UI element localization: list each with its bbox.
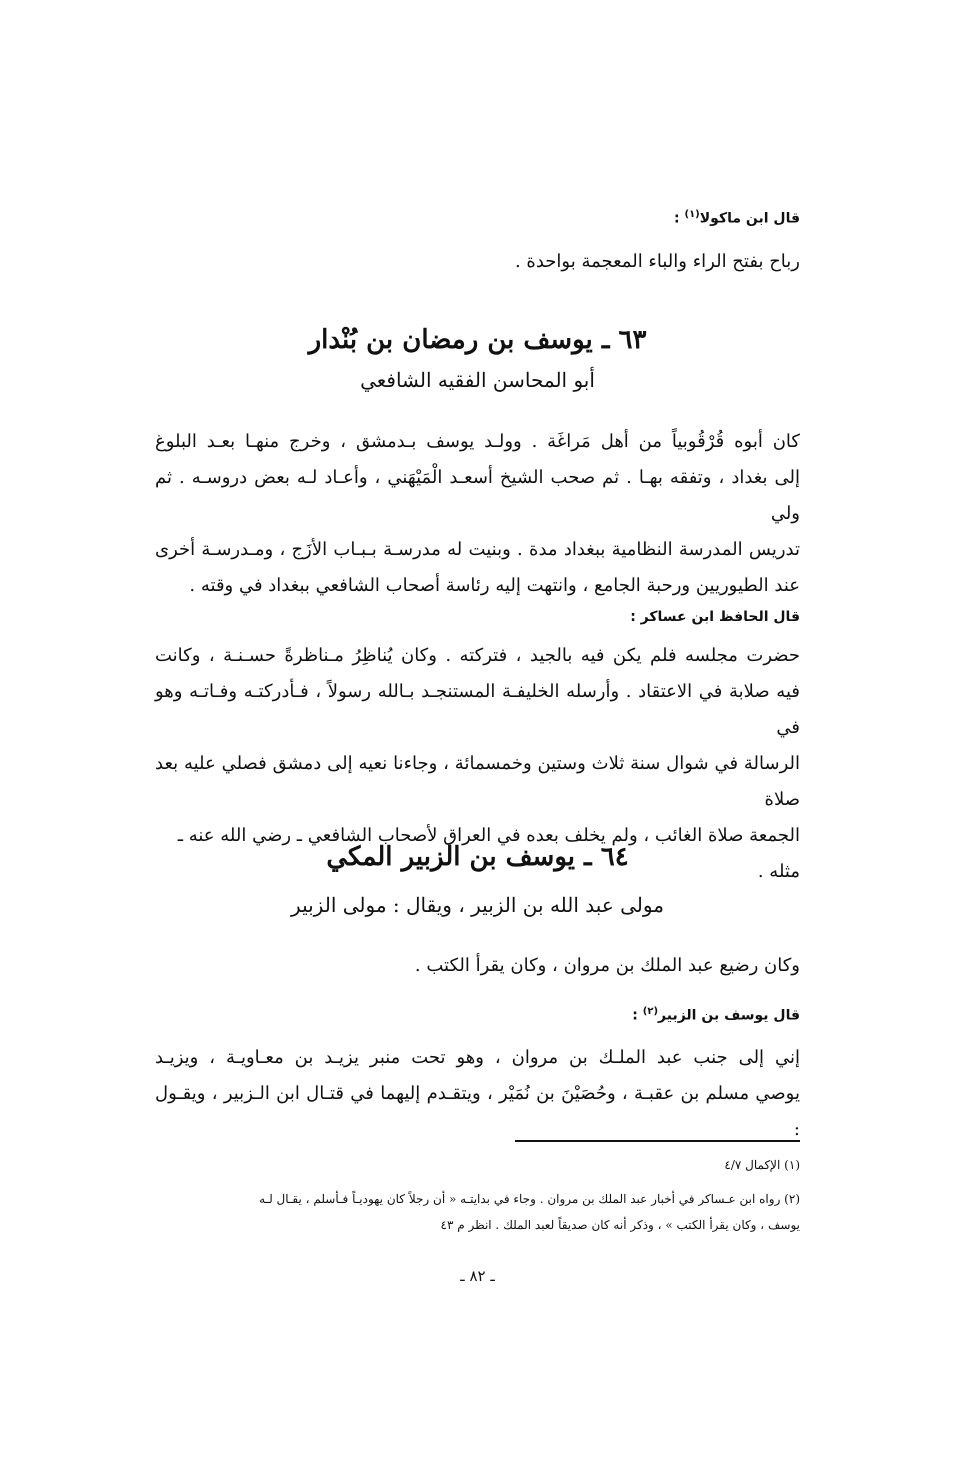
text-line: عند الطيوريين ورحبة الجامع ، وانتهت إليه رئاسة أصحاب الشافعي ببغداد في وقته . [189, 575, 800, 596]
footnote-1: (١) الإكمال ٤/٧ [724, 1158, 800, 1172]
footnote-2-line-1: (٢) رواه ابن عـساكر في أخبار عبد الملك بن مروان . وجاء في بدايتـه « أن رجلاً كان يهوديـاً فـأسلم ، يقـال لـه [259, 1192, 800, 1206]
text-line: حضرت مجلسه فلم يكن فيه بالجيد ، فتركته . وكان يُناظِرُ مـناظرةً حسـنـة ، وكانت [155, 645, 800, 666]
text-line: تدريس المدرسة النظامية ببغداد مدة . وبنيت له مدرسـة بـبـاب الأزَج ، ومـدرسـة أخرى [155, 539, 800, 560]
text-line: كان أبوه قُرْقُوبياً من أهل مَراغَة . وولـد يوسف بـدمشق ، وخرج منهـا بعـد البلوغ [155, 431, 800, 452]
entry-63-title: ٦٣ ـ يوسف بن رمضان بن بُنْدار [308, 325, 647, 355]
text-line: يوصي مسلم بن عقبـة ، وحُصَيْنَ بن نُمَيْر ، ويتقـدم إليهما في قتـال ابن الـزبير ، ويقـول : [155, 1083, 800, 1140]
footnote-separator [515, 1140, 800, 1142]
text-line: إلى بغداد ، وتفقه بهـا . ثم صحب الشيخ أسعـد الْمَيْهَني ، وأعـاد لـه بعض دروسـه . ثم ولي [155, 467, 800, 524]
attribution-ibn-makula [155, 200, 800, 234]
footnote-2-line-2: يوسف ، وكان يقرأ الكتب » ، وذكر أنه كان صديقاً لعبد الملك . انظر م ٤٣ [440, 1218, 800, 1232]
text-line: الرسالة في شوال سنة ثلاث وستين وخمسمائة ، وجاءنا نعيه إلى دمشق فصلي عليه بعد صلاة [155, 753, 800, 810]
attribution-ibn-asakir: قال الحافظ ابن عساكر : [630, 609, 800, 625]
entry-64-paragraph [155, 1040, 800, 1148]
attribution-yusuf-ibn-zubayr [155, 998, 800, 1030]
entry-63-subtitle: أبو المحاسن الفقيه الشافعي [360, 368, 595, 392]
entry-63-paragraph-1 [155, 424, 800, 604]
text-line: الجمعة صلاة الغائب ، ولم يخلف بعده في العراق لأصحاب الشافعي ـ رضي الله عنه ـ مثله . [177, 825, 800, 882]
attribution-text: قال ابن ماكولا [699, 210, 800, 227]
text-line: فيه صلابة في الاعتقاد . وأرسله الخليفـة المستنجـد بـالله رسولاً ، فـأدركتـه وفـاتـه وهو في [155, 681, 800, 738]
footnote-ref-2[interactable]: (٢) [642, 1006, 659, 1017]
text-line: وكان رضيع عبد الملك بن مروان ، وكان يقرأ الكتب . [414, 955, 800, 976]
entry-64-title: ٦٤ ـ يوسف بن الزبير المكي [326, 842, 629, 872]
attribution-text: قال يوسف بن الزبير [658, 1007, 800, 1024]
entry-64-subtitle: مولى عبد الله بن الزبير ، ويقال : مولى الزبير [291, 893, 664, 917]
text-line: إني إلى جنب عبد الملـك بن مروان ، وهو تحت منبر يزيـد بن معـاويـة ، ويزيـد [155, 1047, 800, 1068]
page-number: ـ ٨٢ ـ [460, 1267, 495, 1285]
text-line: رباح بفتح الراء والباء المعجمة بواحدة . [514, 251, 800, 272]
attribution-colon: : [674, 210, 680, 227]
attribution-colon: : [632, 1007, 638, 1024]
footnote-ref-1[interactable]: (١) [684, 209, 700, 220]
footnote-2 [155, 1186, 800, 1238]
